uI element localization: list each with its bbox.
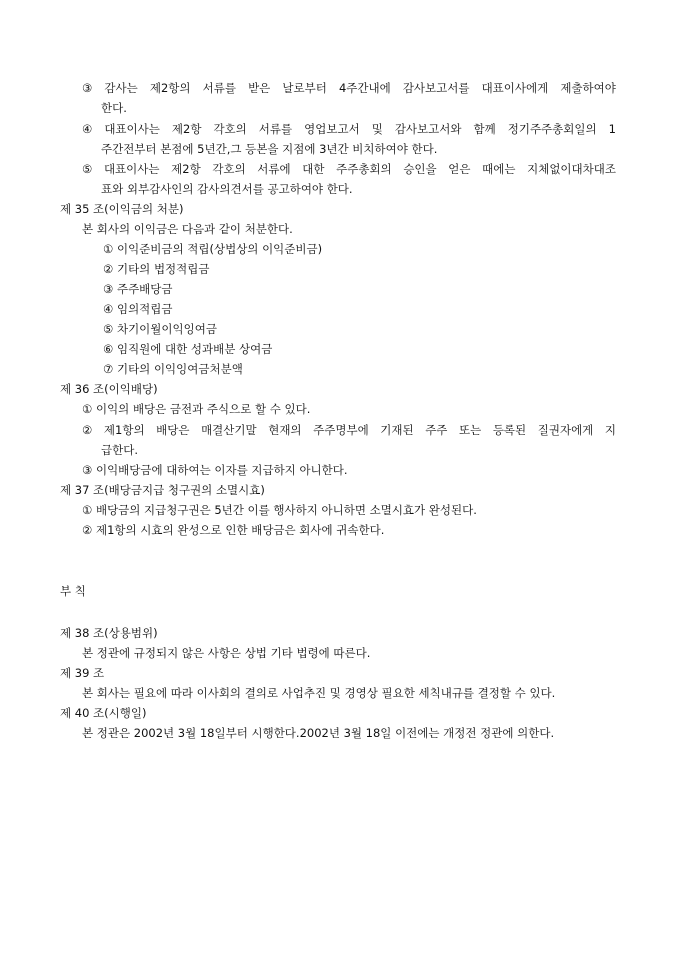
- word: 감사는: [104, 81, 138, 95]
- word: 각호의: [213, 122, 247, 136]
- clause-line: 표와 외부감사인의 감사의견서를 공고하여야 한다.: [101, 182, 353, 196]
- clause-line: 한다.: [101, 101, 127, 115]
- clause-line: 급한다.: [101, 443, 138, 457]
- article-body: 본 회사는 필요에 따라 이사회의 결의로 사업추진 및 경영상 필요한 세칙내규를 결정할 수 있다.: [82, 686, 556, 700]
- article-heading: 제 40 조(시행일): [60, 706, 147, 720]
- word: 대표이사에게: [481, 81, 549, 95]
- word: 서류를: [258, 122, 293, 136]
- word: 승인을: [403, 162, 437, 176]
- clause-line: [82, 161, 616, 177]
- word: 때에는: [482, 162, 516, 176]
- word: 제2항의: [149, 81, 191, 95]
- clause-line: ③ 이익배당금에 대하여는 이자를 지급하지 아니한다.: [82, 463, 348, 477]
- word: 대한: [302, 162, 325, 176]
- word: 및: [371, 122, 383, 136]
- word: 주주: [425, 423, 448, 437]
- word: 질권자에게: [537, 423, 594, 437]
- word: 제2항: [171, 122, 202, 136]
- clause-line: ② 제1항의 시효의 완성으로 인한 배당금은 회사에 귀속한다.: [82, 523, 385, 537]
- word: 1: [608, 122, 616, 136]
- word: ④: [82, 122, 93, 136]
- article-heading: 제 38 조(상용범위): [60, 626, 158, 640]
- word: 현재의: [268, 423, 302, 437]
- article-heading: 제 39 조: [60, 666, 105, 680]
- word: 주주명부에: [313, 423, 369, 437]
- word: 주주총회의: [336, 162, 392, 176]
- word: 받은: [248, 81, 271, 95]
- word: 대표이사는: [103, 162, 160, 176]
- word: 대표이사는: [104, 122, 160, 136]
- word: ③: [82, 81, 93, 95]
- word: 감사보고서와: [394, 122, 462, 136]
- word: 제출하여야: [560, 81, 616, 95]
- word: 등록된: [492, 423, 527, 437]
- word: 서류에: [257, 162, 291, 176]
- article-heading: 제 35 조(이익금의 처분): [60, 202, 184, 216]
- list-item: ① 이익준비금의 적립(상법상의 이익준비금): [103, 242, 323, 256]
- word: 서류를: [202, 81, 236, 95]
- word: 지: [604, 423, 616, 437]
- article-body: 본 정관은 2002년 3월 18일부터 시행한다.2002년 3월 18일 이전에는 개정전 정관에 의한다.: [82, 726, 555, 740]
- list-item: ② 기타의 법정적립금: [103, 262, 210, 276]
- word: 지체없이대차대조: [527, 162, 616, 176]
- article-heading: 제 36 조(이익배당): [60, 382, 158, 396]
- word: 배당은: [156, 423, 190, 437]
- list-item: ⑥ 임직원에 대한 성과배분 상여금: [103, 342, 273, 356]
- word: 함께: [473, 122, 496, 136]
- word: ⑤: [82, 162, 93, 176]
- word: 또는: [459, 423, 482, 437]
- clause-line: ① 이익의 배당은 금전과 주식으로 할 수 있다.: [82, 402, 311, 416]
- list-item: ④ 임의적립금: [103, 302, 173, 316]
- word: 얻은: [448, 162, 471, 176]
- word: 정기주주총회일의: [507, 122, 597, 136]
- word: 제2항: [171, 162, 201, 176]
- word: 감사보고서를: [402, 81, 470, 95]
- clause-line: [82, 422, 616, 438]
- word: 기재된: [380, 423, 414, 437]
- clause-line: ① 배당금의 지급청구권은 5년간 이를 행사하지 아니하면 소멸시효가 완성된다.: [82, 503, 477, 517]
- word: ②: [82, 423, 93, 437]
- clause-line: 주간전부터 본점에 5년간,그 등본을 지점에 3년간 비치하여야 한다.: [101, 142, 438, 156]
- word: 날로부터: [282, 81, 327, 95]
- article-heading: 제 37 조(배당금지급 청구권의 소멸시효): [60, 483, 265, 497]
- list-item: ⑦ 기타의 이익잉여금처분액: [103, 362, 243, 376]
- clause-line: [82, 80, 616, 96]
- article-body: 본 정관에 규정되지 않은 사항은 상법 기타 법령에 따른다.: [82, 646, 371, 660]
- supplementary-heading: 부 칙: [60, 584, 86, 598]
- list-item: ⑤ 차기이월이익잉여금: [103, 322, 217, 336]
- word: 매결산기말: [201, 423, 257, 437]
- clause-line: [82, 121, 616, 137]
- word: 영업보고서: [304, 122, 360, 136]
- word: 4주간내에: [338, 81, 391, 95]
- article-body: 본 회사의 이익금은 다음과 같이 처분한다.: [82, 222, 293, 236]
- word: 각호의: [212, 162, 246, 176]
- word: 제1항의: [103, 423, 145, 437]
- list-item: ③ 주주배당금: [103, 282, 173, 296]
